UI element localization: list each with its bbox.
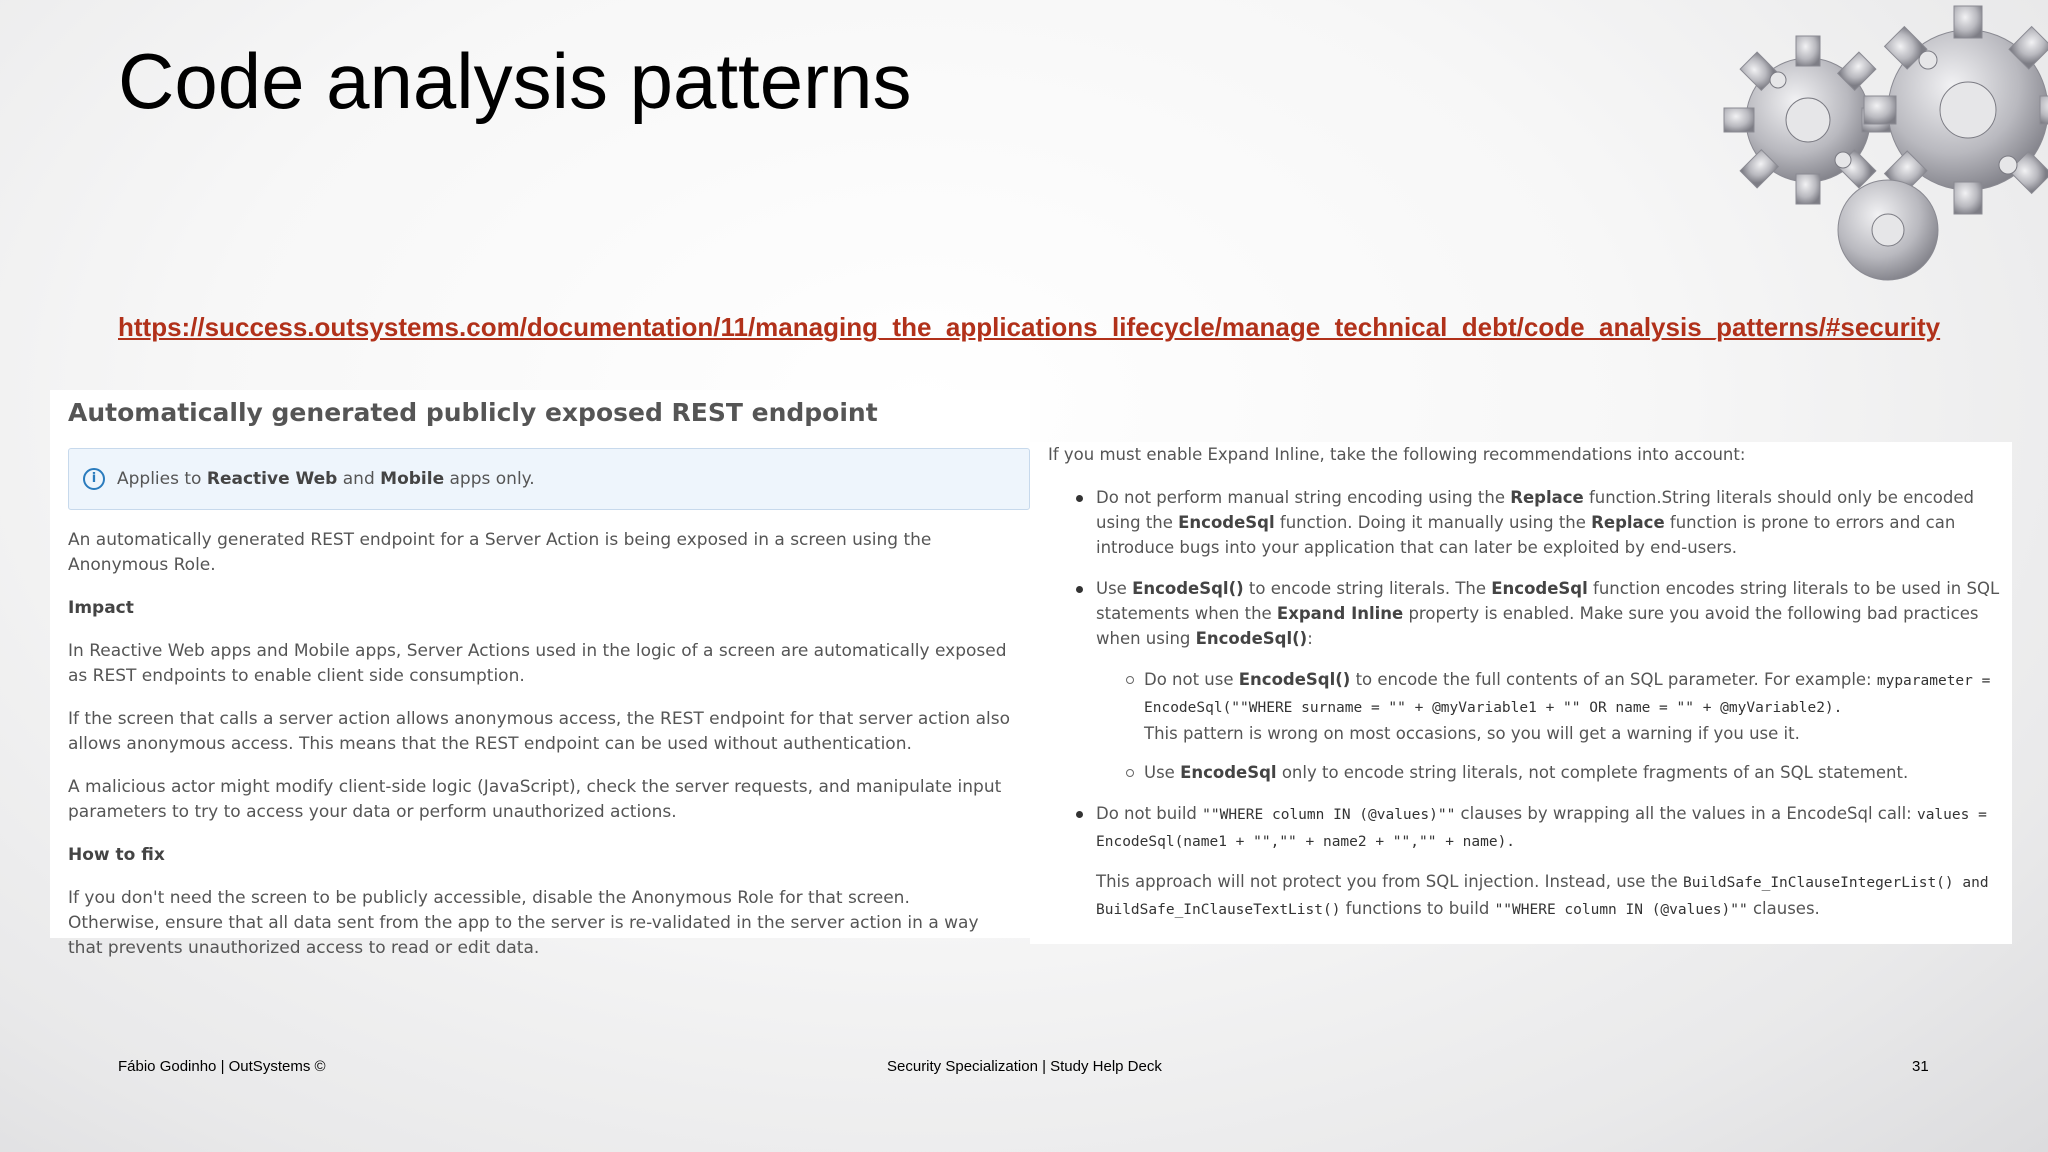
list-item: Use EncodeSql() to encode string literals. The EncodeSql function encodes string literals to be used in SQL statements when the Expand Inline property is enabled. Make sure you avoid the following bad practices when using EncodeSql(): Do not use EncodeSql() to encode the full contents of an SQL parameter. For example: myparameter = EncodeSql(""WHERE surname = "" + @myVariable1 + "" OR name = "" + @myVariable2). This pattern is wrong on most occasions, so you will get a warning if you use it. Use EncodeSql only to encode string literals, not complete fragments of an SQL statement. <box>1096 576 2008 785</box>
expand-inline-intro: If you must enable Expand Inline, take the following recommendations into account: <box>1048 445 1746 464</box>
impact-text-3: A malicious actor might modify client-side logic (JavaScript), check the server requests, and manipulate input parameters to try to access your data or perform unauthorized actions. <box>68 777 1002 822</box>
screenshot-right-panel <box>1030 442 2012 944</box>
page-number: 31 <box>1912 1058 1929 1075</box>
slide-title: Code analysis patterns <box>118 37 912 125</box>
fix-text-1: If you don't need the screen to be publicly accessible, disable the Anonymous Role for that screen. <box>68 888 910 908</box>
sub-list-item: Do not use EncodeSql() to encode the full contents of an SQL parameter. For example: myparameter = EncodeSql(""WHERE surname = "" + @myVariable1 + "" OR name = "" + @myVariable2). This pattern is wrong on most occasions, so you will get a warning if you use it. <box>1144 667 2008 746</box>
sub-list-item: Use EncodeSql only to encode string literals, not complete fragments of an SQL statement. <box>1144 760 2008 785</box>
description-text: An automatically generated REST endpoint for a Server Action is being exposed in a screen using the Anonymous Role. <box>68 530 932 575</box>
list-item: Do not perform manual string encoding using the Replace function.String literals should only be encoded using the EncodeSql function. Doing it manually using the Replace function is prone to errors and can introduce bugs into your application that can later be exploited by end-users. <box>1096 485 2008 560</box>
pattern-heading: Automatically generated publicly exposed REST endpoint <box>68 398 878 427</box>
gears-icon <box>1688 0 2048 300</box>
screenshot-left-panel <box>50 390 1030 958</box>
documentation-link[interactable]: https://success.outsystems.com/documentation/11/managing_the_applications_lifecycle/manage_technical_debt/code_analysis_patterns/#security <box>118 312 1941 342</box>
impact-heading: Impact <box>68 598 134 618</box>
sub-list <box>1096 667 2008 785</box>
applies-note-text: Applies to Reactive Web and Mobile apps only. <box>117 468 535 489</box>
footer-deck-title: Security Specialization | Study Help Deck <box>887 1058 1162 1075</box>
applies-note <box>68 448 1030 510</box>
impact-text-1: In Reactive Web apps and Mobile apps, Server Actions used in the logic of a screen are automatically exposed as REST endpoints to enable client side consumption. <box>68 641 1007 686</box>
follow-up-text: This approach will not protect you from SQL injection. Instead, use the BuildSafe_InClauseIntegerList() and BuildSafe_InClauseTextList() functions to build ""WHERE column IN (@values)"" clauses. <box>1096 872 1989 918</box>
impact-text-2: If the screen that calls a server action allows anonymous access, the REST endpoint for that server action also allows anonymous access. This means that the REST endpoint can be used without authentication. <box>68 709 1011 754</box>
footer-author: Fábio Godinho | OutSystems © <box>118 1058 326 1075</box>
fix-text-2: Otherwise, ensure that all data sent from the app to the server is re-validated in the server action in a way that prevents unauthorized access to read or edit data. <box>68 913 979 958</box>
recommendation-list <box>1048 485 2008 855</box>
info-icon: i <box>83 468 105 490</box>
fix-heading: How to fix <box>68 845 165 865</box>
list-item: Do not build ""WHERE column IN (@values)"" clauses by wrapping all the values in a EncodeSql call: values = EncodeSql(name1 + "","" + name2 + "","" + name). <box>1096 801 2008 855</box>
